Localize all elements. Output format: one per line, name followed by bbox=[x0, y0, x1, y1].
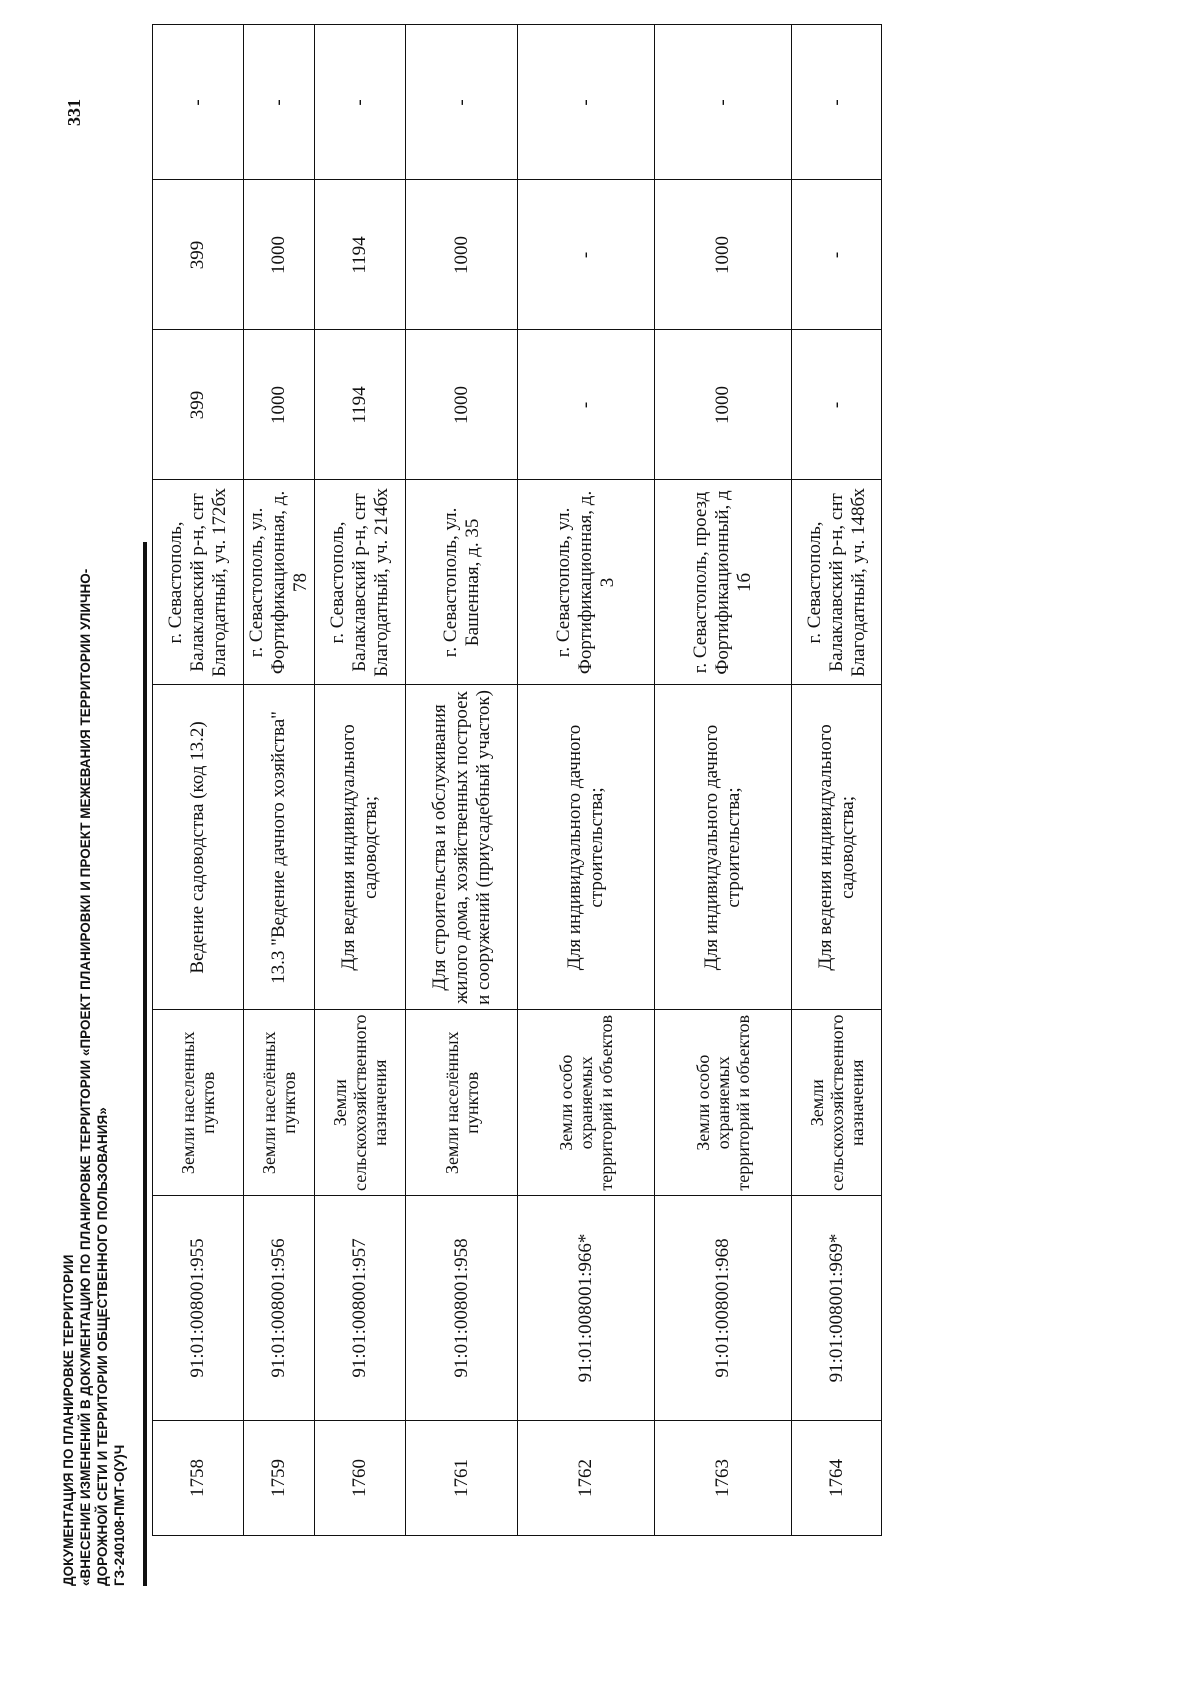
cadastral-number: 91:01:008001:955 bbox=[153, 1196, 244, 1421]
address: г. Севастополь, Балаклавский р-н, снт Благодатный, уч. 148бх bbox=[792, 480, 882, 685]
table-row bbox=[406, 25, 518, 1536]
address: г. Севастополь, Балаклавский р-н, снт Благодатный, уч. 172бх bbox=[153, 480, 244, 685]
address: г. Севастополь, ул. Фортификационная, д. 78 bbox=[244, 480, 315, 685]
last-value: - bbox=[655, 25, 792, 180]
land-category: Земли сельскохозяйственного назначения bbox=[792, 1010, 882, 1196]
parcel-table bbox=[152, 24, 882, 1536]
last-value: - bbox=[244, 25, 315, 180]
permitted-use: Ведение садоводства (код 13.2) bbox=[153, 685, 244, 1010]
row-number: 1759 bbox=[244, 1421, 315, 1536]
area-value: 1000 bbox=[406, 330, 518, 480]
row-number: 1761 bbox=[406, 1421, 518, 1536]
last-value: - bbox=[518, 25, 655, 180]
last-value: - bbox=[792, 25, 882, 180]
area-value: 1194 bbox=[315, 330, 406, 480]
address: г. Севастополь, ул. Фортификационная, д. 3 bbox=[518, 480, 655, 685]
cadastral-number: 91:01:008001:957 bbox=[315, 1196, 406, 1421]
table-row bbox=[655, 25, 792, 1536]
row-number: 1764 bbox=[792, 1421, 882, 1536]
area-value: - bbox=[518, 180, 655, 330]
header-line: ДОРОЖНОЙ СЕТИ И ТЕРРИТОРИИ ОБЩЕСТВЕННОГО ПОЛЬЗОВАНИЯ» bbox=[95, 1107, 110, 1586]
page-number: 331 bbox=[64, 99, 84, 126]
cadastral-number: 91:01:008001:966* bbox=[518, 1196, 655, 1421]
area-value: - bbox=[792, 180, 882, 330]
permitted-use: Для ведения индивидуального садоводства; bbox=[792, 685, 882, 1010]
permitted-use: 13.3 "Ведение дачного хозяйства" bbox=[244, 685, 315, 1010]
row-number: 1763 bbox=[655, 1421, 792, 1536]
permitted-use: Для ведения индивидуального садоводства; bbox=[315, 685, 406, 1010]
table-row bbox=[518, 25, 655, 1536]
land-category: Земли особо охраняемых территорий и объектов bbox=[655, 1010, 792, 1196]
row-number: 1758 bbox=[153, 1421, 244, 1536]
last-value: - bbox=[315, 25, 406, 180]
land-category: Земли сельскохозяйственного назначения bbox=[315, 1010, 406, 1196]
area-value: 1194 bbox=[315, 180, 406, 330]
land-category: Земли населённых пунктов bbox=[406, 1010, 518, 1196]
permitted-use: Для индивидуального дачного строительства; bbox=[655, 685, 792, 1010]
cadastral-number: 91:01:008001:969* bbox=[792, 1196, 882, 1421]
parcel-table-wrap bbox=[152, 24, 882, 1536]
header-line: «ВНЕСЕНИЕ ИЗМЕНЕНИЙ В ДОКУМЕНТАЦИЮ ПО ПЛАНИРОВКЕ ТЕРРИТОРИИ «ПРОЕКТ ПЛАНИРОВКИ И ПРОЕКТ МЕЖЕВАНИЯ ТЕРРИТОРИИ УЛИЧНО- bbox=[78, 568, 93, 1586]
table-row bbox=[315, 25, 406, 1536]
address: г. Севастополь, ул. Башенная, д. 35 bbox=[406, 480, 518, 685]
area-value: - bbox=[518, 330, 655, 480]
header-line: ГЗ-240108-ПМТ-О(У)Ч bbox=[112, 1444, 127, 1586]
document-header bbox=[60, 286, 128, 1586]
land-category: Земли населенных пунктов bbox=[153, 1010, 244, 1196]
cadastral-number: 91:01:008001:968 bbox=[655, 1196, 792, 1421]
area-value: 399 bbox=[153, 180, 244, 330]
header-rule bbox=[143, 542, 147, 1586]
header-line: ДОКУМЕНТАЦИЯ ПО ПЛАНИРОВКЕ ТЕРРИТОРИИ bbox=[61, 1254, 76, 1586]
cadastral-number: 91:01:008001:956 bbox=[244, 1196, 315, 1421]
land-category: Земли населённых пунктов bbox=[244, 1010, 315, 1196]
table-row bbox=[792, 25, 882, 1536]
row-number: 1760 bbox=[315, 1421, 406, 1536]
permitted-use: Для строительства и обслуживания жилого дома, хозяйственных построек и сооружений (приусадебный участок) bbox=[406, 685, 518, 1010]
last-value: - bbox=[153, 25, 244, 180]
cadastral-number: 91:01:008001:958 bbox=[406, 1196, 518, 1421]
area-value: 1000 bbox=[406, 180, 518, 330]
table-row bbox=[244, 25, 315, 1536]
area-value: 399 bbox=[153, 330, 244, 480]
area-value: 1000 bbox=[655, 330, 792, 480]
last-value: - bbox=[406, 25, 518, 180]
permitted-use: Для индивидуального дачного строительства; bbox=[518, 685, 655, 1010]
address: г. Севастополь, проезд Фортификационный, д 1б bbox=[655, 480, 792, 685]
area-value: 1000 bbox=[244, 180, 315, 330]
area-value: - bbox=[792, 330, 882, 480]
area-value: 1000 bbox=[244, 330, 315, 480]
land-category: Земли особо охраняемых территорий и объектов bbox=[518, 1010, 655, 1196]
table-row bbox=[153, 25, 244, 1536]
row-number: 1762 bbox=[518, 1421, 655, 1536]
address: г. Севастополь, Балаклавский р-н, снт Благодатный, уч. 214бх bbox=[315, 480, 406, 685]
area-value: 1000 bbox=[655, 180, 792, 330]
